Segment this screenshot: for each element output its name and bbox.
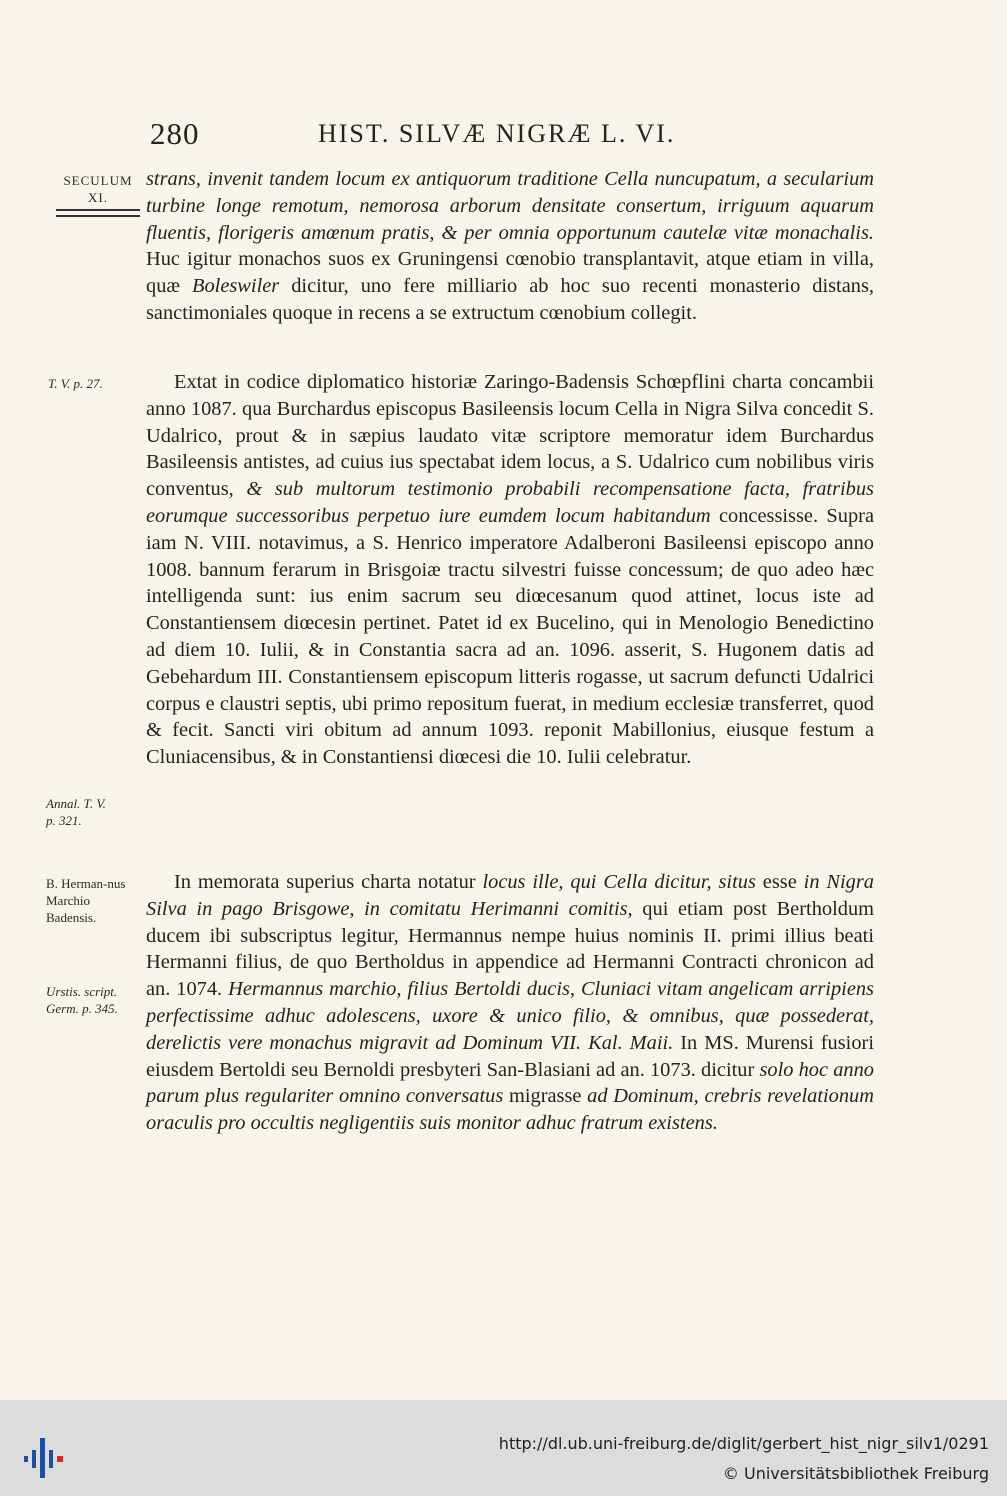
margin-note-ref2: Annal. T. V. p. 321. <box>46 796 106 828</box>
paragraph-3: In memorata superius charta notatur locus ille, qui Cella dicitur, situs esse in Nigra Silva in pago Brisgowe, in comitatu Herimanni comitis, qui etiam post Bertholdum ducem ibi subscriptus legitur, Hermannus nempe huius nominis II. primi illius beati Hermanni filius, de quo Bertholdus in appendice ad Hermanni Contracti chronicon ad an. 1074. Hermannus marchio, filius Bertoldi ducis, Cluniaci vitam angelicam arripiens perfectissime adhuc adolescens, uxore & unico filio, & omnibus, quæ possederat, derelictis vere monachus migravit ad Dominum VII. Kal. Maii. In MS. Murensi fusiori eiusdem Bertoldi seu Bernoldi presbyteri San-Blasiani ad an. 1073. dicitur solo hoc anno parum plus regulariter omnino conversatus migrasse ad Dominum, crebris revelationum oraculis pro occultis negligentiis suis monitor adhuc fratrum existens. <box>146 871 874 1135</box>
seculum-number: XI. <box>88 190 108 205</box>
seculum-label: SECULUM <box>63 173 133 188</box>
paragraph-1: strans, invenit tandem locum ex antiquorum traditione Cella nuncupatum, a secularium turbine longe remotum, nemorosa arborum densitate consertum, irriguum aquarum fluentis, florigeris amœnum pratis, & per omnia opportunum cautelæ vitæ monachalis. Huc igitur monachos suos ex Gruningensi cœnobio transplantavit, atque etiam in villa, quæ Boleswiler dicitur, uno fere milliario ab hoc suo recenti monasterio distans, sanctimoniales quoque in recens a se extructum cœnobium collegit. <box>146 168 875 324</box>
paragraph-2: Extat in codice diplomatico historiæ Zaringo-Badensis Schœpflini charta concambii anno 1087. qua Burchardus episcopus Basileensis locum Cella in Nigra Silva concedit S. Udalrico, prout & in sæpius laudato vitæ scriptore memoratur idem Burchardus Basileensis antistes, ad cuius ius spectabat idem locus, a S. Udalrico cum nobilibus viris conventus, & sub multorum testimonio probabili recompensatione facta, fratribus eorumque successoribus perpetuo iure eumdem locum habitandum concessisse. Supra iam N. VIII. notavimus, a S. Henrico imperatore Adalberoni Basileensi episcopo anno 1008. bannum ferarum in Brisgoiæ tractu silvestri fuisse concessum; de quo adeo hæc intelligenda sunt: ius enim sacrum seu diœcesanum quod attinet, locus iste ad Constantiensem diœcesin pertinet. Patet id ex Bucelino, qui in Menologio Benedictino ad diem 10. Iulii, & in Constantia sacra ad an. 1096. asserit, S. Hugonem datis ad Gebehardum III. Constantiensem episcopum litteris rogasse, ut sacrum defuncti Udalrici corpus e claustri septis, ubi primo repositum fuerat, in medium ecclesiæ transferret, quod & fecit. Sancti viri obitum ad annum 1093. reponit Mabillonius, eiusque festum a Cluniacensibus, & in Constantiensi diœcesi die 10. Iulii celebratur. <box>146 371 874 769</box>
source-url-link[interactable]: http://dl.ub.uni-freiburg.de/diglit/gerbert_hist_nigr_silv1/0291 <box>498 1434 989 1453</box>
margin-note-urstis: Urstis. script. Germ. p. 345. <box>46 984 118 1016</box>
margin-note-ref1: T. V. p. 27. <box>48 376 103 391</box>
running-title: HIST. SILVÆ NIGRÆ L. VI. <box>318 119 676 148</box>
copyright-text: © Universitätsbibliothek Freiburg <box>722 1464 989 1483</box>
page-header <box>150 116 880 160</box>
page-number: 280 <box>150 116 200 151</box>
margin-seculum <box>56 172 140 217</box>
library-logo-icon <box>22 1436 66 1480</box>
footer-bar <box>0 1400 1007 1496</box>
margin-note-hermannus: B. Herman-nus Marchio Badensis. <box>46 876 126 925</box>
seculum-rule <box>56 209 140 217</box>
